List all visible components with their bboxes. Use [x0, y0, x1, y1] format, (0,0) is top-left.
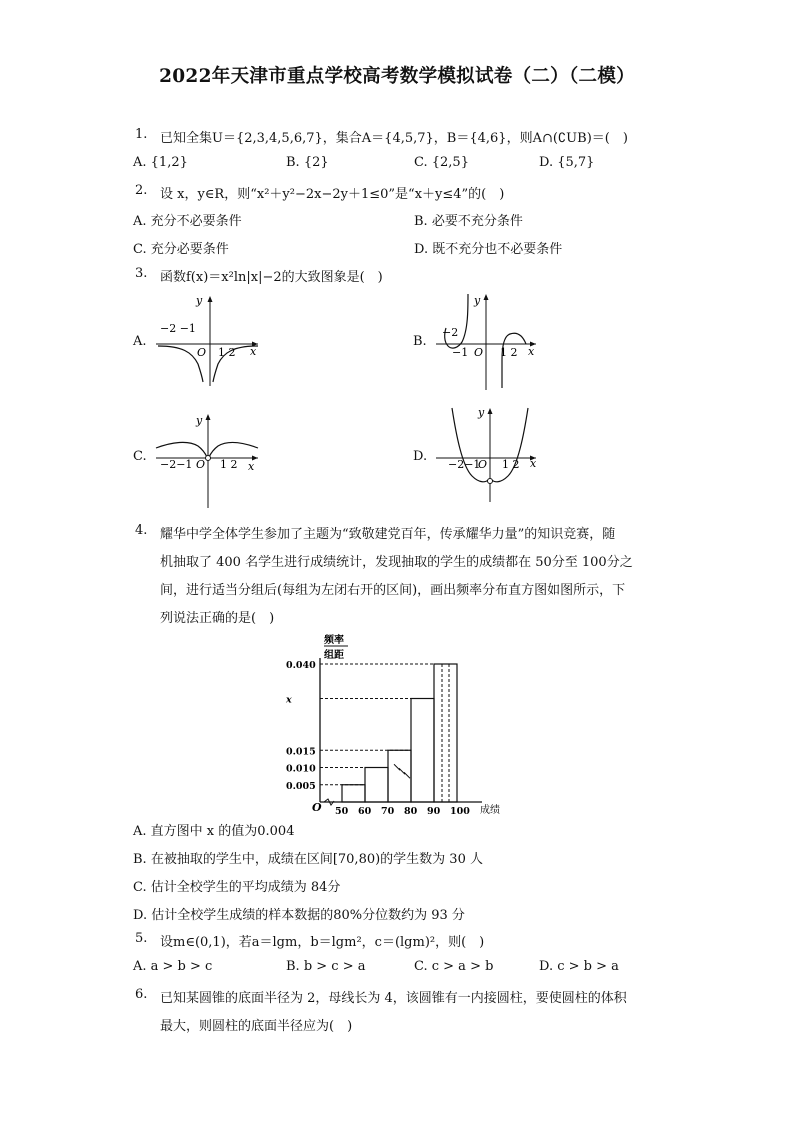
histogram-ylabel-top: 频率	[324, 635, 344, 646]
histogram-x-tick-label: 60	[358, 806, 372, 817]
question-3-option-a[interactable]: A.	[133, 334, 147, 349]
graph-b-left-curve	[445, 294, 468, 348]
question-2-number: 2.	[135, 183, 148, 198]
graph-b-y-label: y	[474, 294, 481, 307]
histogram-bar-1	[342, 785, 365, 802]
graph-b-origin: O	[474, 346, 484, 359]
histogram-y-tick-label: 0.015	[286, 746, 316, 758]
graph-a	[152, 292, 264, 388]
question-2-stem: 设 x，y∈R，则“x²＋y²−2x−2y＋1≤0”是“x＋y≤4”的( )	[160, 187, 505, 202]
histogram-bar-3-hatch	[394, 764, 400, 770]
graph-c	[152, 410, 264, 510]
graph-b-x-label: x	[528, 345, 535, 358]
histogram-x-tick-label: 90	[427, 806, 441, 817]
graph-d-origin: O	[478, 458, 488, 471]
question-2-option-b[interactable]: B. 必要不充分条件	[414, 214, 523, 229]
graph-b-pos-ticks: 1 2	[500, 346, 518, 359]
question-4-option-d[interactable]: D. 估计全校学生成绩的样本数据的80%分位数约为 93 分	[133, 908, 465, 923]
question-4-stem-line-3: 间，进行适当分组后(每组为左闭右开的区间)，画出频率分布直方图如图所示，下	[160, 583, 626, 598]
histogram-bar-3-hatch	[404, 772, 410, 778]
graph-a-origin: O	[197, 346, 207, 359]
question-1-number: 1.	[135, 127, 148, 142]
question-2-option-a[interactable]: A. 充分不必要条件	[133, 214, 242, 229]
graph-c-left-curve	[156, 442, 207, 457]
question-6-stem-line-2: 最大，则圆柱的底面半径应为( )	[160, 1019, 353, 1034]
question-6-stem-line-1: 已知某圆锥的底面半径为 2，母线长为 4，该圆锥有一内接圆柱，要使圆柱的体积	[160, 991, 627, 1006]
histogram-ylabel-bottom: 组距	[324, 650, 344, 661]
graph-c-open-point	[206, 456, 211, 461]
histogram-x-tick-label: 80	[404, 806, 418, 817]
graph-c-origin: O	[196, 458, 206, 471]
frequency-histogram	[284, 630, 514, 820]
graph-d	[432, 404, 544, 508]
graph-c-y-label: y	[196, 414, 203, 427]
question-5-stem: 设m∈(0,1)，若a＝lgm，b＝lgm²，c＝(lgm)²，则( )	[160, 935, 485, 950]
graph-b-right-curve	[502, 333, 526, 388]
question-1-option-c[interactable]: C. {2,5}	[414, 155, 469, 170]
histogram-origin: O	[312, 801, 322, 814]
graph-a-y-arrow	[208, 296, 213, 302]
question-4-option-b[interactable]: B. 在被抽取的学生中，成绩在区间[70,80)的学生数为 30 人	[133, 852, 483, 867]
graph-d-y-label: y	[478, 406, 485, 419]
question-1-option-a[interactable]: A. {1,2}	[133, 155, 188, 170]
question-1-option-b[interactable]: B. {2}	[286, 155, 329, 170]
question-2-option-d[interactable]: D. 既不充分也不必要条件	[414, 242, 563, 257]
question-4-stem-line-2: 机抽取了 400 名学生进行成绩统计，发现抽取的学生的成绩都在 50分至 100分之	[160, 555, 633, 570]
question-5-option-c[interactable]: C. c > a > b	[414, 959, 494, 974]
graph-c-x-label: x	[248, 460, 255, 473]
graph-d-open-point	[488, 479, 493, 484]
graph-c-pos-ticks: 1 2	[220, 458, 238, 471]
histogram-y-tick-label: 0.010	[286, 763, 316, 775]
graph-a-y-label: y	[196, 294, 203, 307]
histogram-y-tick-label: 0.040	[286, 660, 316, 671]
graph-c-y-arrow	[206, 414, 211, 420]
histogram-y-tick-label: x	[286, 694, 292, 706]
question-1-stem: 已知全集U＝{2,3,4,5,6,7}，集合A＝{4,5,7}，B＝{4,6}，则A∩(∁UB)＝( )	[160, 131, 628, 146]
graph-d-x-label: x	[530, 457, 537, 470]
graph-a-x-label: x	[250, 345, 257, 358]
histogram-x-tick-label: 50	[335, 806, 349, 817]
histogram-bar-2	[365, 768, 388, 803]
histogram-bar-5	[434, 664, 457, 802]
graph-b-neg2: −2	[442, 326, 459, 339]
graph-d-neg-ticks: −2−1	[448, 458, 481, 471]
histogram-x-tick-label: 70	[381, 806, 395, 817]
histogram-bar-3-hatch	[399, 768, 405, 774]
graph-d-pos-ticks: 1 2	[502, 458, 520, 471]
page-title: 2022年天津市重点学校高考数学模拟试卷（二）（二模）	[159, 66, 635, 87]
question-3-option-d[interactable]: D.	[413, 449, 428, 464]
graph-a-pos-ticks: 1 2	[218, 346, 236, 359]
question-6-number: 6.	[135, 987, 148, 1002]
question-2-option-c[interactable]: C. 充分必要条件	[133, 242, 229, 257]
question-5-option-b[interactable]: B. b > c > a	[286, 959, 366, 974]
histogram-xlabel: 成绩	[480, 805, 500, 816]
question-1-option-d[interactable]: D. {5,7}	[539, 155, 595, 170]
histogram-bar-4	[411, 699, 434, 803]
question-4-option-c[interactable]: C. 估计全校学生的平均成绩为 84分	[133, 880, 341, 895]
graph-b-neg1: −1	[452, 346, 469, 359]
question-5-option-d[interactable]: D. c > b > a	[539, 959, 619, 974]
question-3-option-c[interactable]: C.	[133, 449, 147, 464]
histogram-y-tick-label: 0.005	[286, 780, 316, 792]
graph-a-neg-ticks: −2 −1	[160, 322, 196, 335]
question-3-number: 3.	[135, 266, 148, 281]
graph-d-y-arrow	[488, 408, 493, 414]
graph-c-neg-ticks: −2−1	[160, 458, 193, 471]
question-5-option-a[interactable]: A. a > b > c	[133, 959, 213, 974]
question-4-stem-line-1: 耀华中学全体学生参加了主题为“致敬建党百年，传承耀华力量”的知识竞赛，随	[160, 527, 616, 542]
question-4-option-a[interactable]: A. 直方图中 x 的值为0.004	[133, 824, 295, 839]
graph-c-right-curve	[209, 442, 258, 457]
graph-b-y-arrow	[484, 294, 489, 300]
question-5-number: 5.	[135, 931, 148, 946]
question-4-stem-line-4: 列说法正确的是( )	[160, 611, 275, 626]
graph-b	[432, 290, 544, 392]
question-4-number: 4.	[135, 523, 148, 538]
question-3-option-b[interactable]: B.	[413, 334, 427, 349]
question-3-stem: 函数f(x)＝x²ln|x|−2的大致图象是( )	[160, 270, 383, 285]
histogram-x-tick-label: 100	[450, 806, 470, 817]
